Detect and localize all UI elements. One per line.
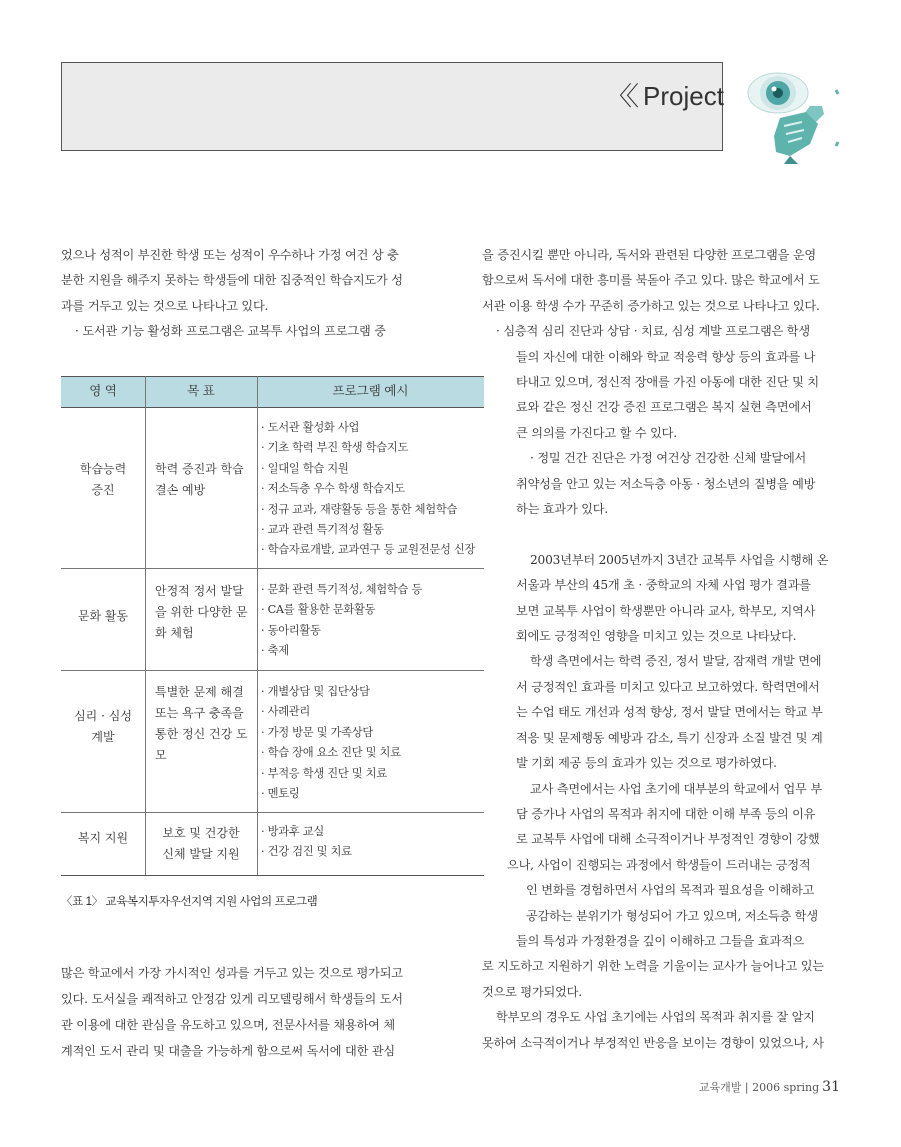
paragraph-line: 로 교복투 사업에 대해 소극적이거나 부정적인 경향이 강했: [516, 832, 820, 847]
cell-line: 안정적 정서 발달: [155, 584, 244, 598]
paragraph-line: 인 변화를 경험하면서 사업의 목적과 필요성을 이해하고: [526, 883, 815, 898]
paragraph-line: 분한 지원을 해주지 못하는 학생들에 대한 집중적인 학습지도가 성: [61, 273, 403, 288]
table-cell-area: [61, 706, 145, 748]
table-cell-examples: [261, 822, 352, 863]
cell-line: 학력 증진과 학습: [155, 462, 244, 476]
left-column-top-text: [61, 243, 403, 345]
list-item: · CA를 활용한 문화활동: [261, 603, 376, 617]
list-item: · 사례관리: [261, 705, 311, 719]
list-item: · 정규 교과, 재량활동 등을 통한 체험학습: [261, 502, 458, 516]
list-item: · 방과후 교실: [261, 825, 324, 838]
paragraph-line: 로 지도하고 지원하기 위한 노력을 기울이는 교사가 늘어나고 있는: [482, 959, 824, 974]
list-item: · 개별상담 및 집단상담: [261, 685, 370, 698]
paragraph-line: 을 증진시킬 뿐만 아니라, 독서와 관련된 다양한 프로그램을 운영: [482, 248, 816, 262]
paragraph-line: 많은 학교에서 가장 가시적인 성과를 거두고 있는 것으로 평가되고: [61, 966, 403, 980]
paragraph-line: 보면 교복투 사업이 학생뿐만 아니라 교사, 학부모, 지역사: [516, 603, 816, 618]
list-item: · 도서관 활성화 사업: [261, 421, 360, 434]
cell-line: 학습능력: [79, 462, 127, 476]
page-number: 31: [822, 1079, 840, 1095]
list-item: · 문화 관련 특기적성, 체험학습 등: [261, 583, 423, 596]
table-cell-examples: [261, 580, 422, 662]
section-title-text: Project: [643, 81, 724, 111]
paragraph-line: [482, 522, 828, 547]
list-item: · 학습자료개발, 교과연구 등 교원전문성 신장: [261, 543, 476, 557]
paragraph-line: · 정밀 건간 진단은 가정 여건상 건강한 신체 발달에서: [530, 451, 807, 466]
paragraph-line: 타내고 있으며, 정신적 장애를 가진 아동에 대한 진단 및 치: [516, 375, 819, 390]
table-cell-goal: [155, 459, 244, 501]
paragraph-line: 들의 특성과 가정환경을 깊이 이해하고 그들을 효과적으: [516, 933, 805, 948]
paragraph-line: 2003년부터 2005년까지 3년간 교복투 사업을 시행해 온: [530, 552, 829, 567]
page-footer: [699, 1079, 840, 1095]
cell-line: 계발: [91, 730, 115, 744]
table-header-area: 영 역: [89, 384, 117, 398]
cell-line: 특별한 문제 해결: [155, 685, 244, 699]
right-column-text: [482, 243, 828, 1056]
table-cell-goal: [145, 823, 257, 865]
table-cell-goal: [155, 682, 248, 766]
paragraph-line: 서 긍정적인 효과를 미치고 있다고 보고하였다. 학력면에서: [516, 679, 820, 694]
cell-line: 화 체험: [155, 626, 194, 640]
list-item: · 축제: [261, 644, 289, 658]
paragraph-line: 함으로써 독서에 대한 흥미를 북돋아 주고 있다. 많은 학교에서 도: [482, 273, 820, 288]
table-header-goal: 목 표: [187, 384, 215, 398]
paragraph-line: 발 기회 제공 등의 효과가 있는 것으로 평가하였다.: [516, 756, 777, 771]
list-item: · 동아리활동: [261, 623, 321, 637]
list-item: · 교과 관련 특기적성 활동: [261, 523, 384, 537]
paragraph-line: 적응 및 문제행동 예방과 감소, 특기 신장과 소질 발견 및 계: [516, 730, 823, 745]
cell-line: 신체 발달 지원: [162, 847, 240, 861]
paragraph-line: 회에도 긍정적인 영향을 미치고 있는 것으로 나타났다.: [516, 629, 797, 644]
table-cell-goal: [155, 581, 248, 644]
cell-line: 통한 정신 건강 도: [155, 727, 248, 741]
left-column-bottom-text: [61, 960, 403, 1064]
cell-line: 을 위한 다양한 문: [155, 605, 248, 619]
paragraph-line: 있다. 도서실을 쾌적하고 안정감 있게 리모델링해서 학생들의 도서: [61, 992, 403, 1006]
table-header-examples: 프로그램 예시: [332, 384, 409, 398]
paragraph-line: 공감하는 분위기가 형성되어 가고 있으며, 저소득층 학생: [526, 908, 818, 923]
paragraph-line: 못하여 소극적이거나 부정적인 반응을 보이는 경향이 있었으나, 사: [482, 1035, 824, 1050]
cell-line: 보호 및 건강한: [162, 826, 240, 840]
paragraph-line: 것으로 평가되었다.: [482, 984, 582, 999]
paragraph-line: 계적인 도서 관리 및 대출을 가능하게 함으로써 독서에 대한 관심: [61, 1044, 395, 1058]
table-cell-area: [61, 459, 145, 501]
cell-line: 또는 욕구 충족을: [155, 706, 244, 720]
table-cell-examples: [261, 418, 475, 561]
list-item: · 건강 검진 및 치료: [261, 845, 352, 859]
list-item: · 기초 학력 부진 학생 학습지도: [261, 441, 409, 455]
paragraph-line: 과를 거두고 있는 것으로 나타나고 있다.: [61, 298, 269, 313]
paragraph-line: 료와 같은 정신 건강 증진 프로그램은 복지 실현 측면에서: [516, 400, 812, 415]
cell-line: 문화 활동: [77, 609, 129, 623]
paragraph-line: 하는 효과가 있다.: [516, 502, 609, 517]
cell-line: 모: [155, 748, 167, 762]
list-item: · 가정 방문 및 가족상담: [261, 725, 373, 739]
table-cell-area: [61, 606, 145, 627]
list-item: · 일대일 학습 지원: [261, 461, 349, 475]
paragraph-line: 큰 의의를 가진다고 할 수 있다.: [516, 425, 677, 440]
paragraph-line: 었으나 성적이 부진한 학생 또는 성적이 우수하나 가정 여건 상 충: [61, 248, 399, 262]
paragraph-line: 서관 이용 학생 수가 꾸준히 증가하고 있는 것으로 나타나고 있다.: [482, 298, 820, 313]
table-cell-area: [61, 828, 145, 849]
paragraph-line: 관 이용에 대한 관심을 유도하고 있으며, 전문사서를 채용하여 체: [61, 1018, 395, 1032]
paragraph-line: · 심층적 심리 진단과 상담 · 치료, 심성 계발 프로그램은 학생: [496, 324, 810, 339]
paragraph-line: 서울과 부산의 45개 초 · 중학교의 자체 사업 평가 결과를: [516, 578, 811, 593]
paragraph-line: · 도서관 기능 활성화 프로그램은 교복투 사업의 프로그램 중: [75, 324, 386, 339]
cell-line: 복지 지원: [77, 831, 129, 845]
paragraph-line: 교사 측면에서는 사업 초기에 대부분의 학교에서 업무 부: [530, 781, 822, 796]
cell-line: 심리 · 심성: [74, 709, 132, 723]
list-item: · 부적응 학생 진단 및 치료: [261, 766, 387, 780]
paragraph-line: 학생 측면에서는 학력 증진, 정서 발달, 잠재력 개발 면에: [530, 654, 822, 669]
paragraph-line: 학부모의 경우도 사업 초기에는 사업의 목적과 취지를 잘 알지: [496, 1010, 815, 1025]
cell-line: 증진: [91, 483, 115, 497]
paragraph-line: 으나, 사업이 진행되는 과정에서 학생들이 드러내는 긍정적: [507, 857, 811, 872]
table-caption: 〈표 1〉 교육복지투자우선지역 지원 사업의 프로그램: [61, 896, 318, 908]
list-item: · 저소득층 우수 학생 학습지도: [261, 482, 405, 496]
chevron-left-icon: 〈〈: [606, 81, 634, 111]
eye-hand-logo-icon: [740, 66, 844, 164]
list-item: · 멘토링: [261, 787, 300, 801]
program-table: [61, 376, 484, 876]
paragraph-line: 는 수업 태도 개선과 성적 향상, 정서 발달 면에서는 학교 부: [516, 705, 823, 720]
table-cell-examples: [261, 682, 401, 804]
paragraph-line: 들의 자신에 대한 이해와 학교 적응력 향상 등의 효과를 나: [516, 349, 816, 364]
list-item: · 학습 장애 요소 진단 및 치료: [261, 746, 401, 760]
paragraph-line: 취약성을 안고 있는 저소득층 아동 · 청소년의 질병을 예방: [516, 476, 816, 491]
section-title: [606, 76, 724, 113]
paragraph-line: 담 증가나 사업의 목적과 취지에 대한 이해 부족 등의 이유: [516, 806, 816, 821]
cell-line: 결손 예방: [155, 483, 206, 497]
footer-publication: 교육개발 | 2006 spring: [698, 1081, 820, 1094]
